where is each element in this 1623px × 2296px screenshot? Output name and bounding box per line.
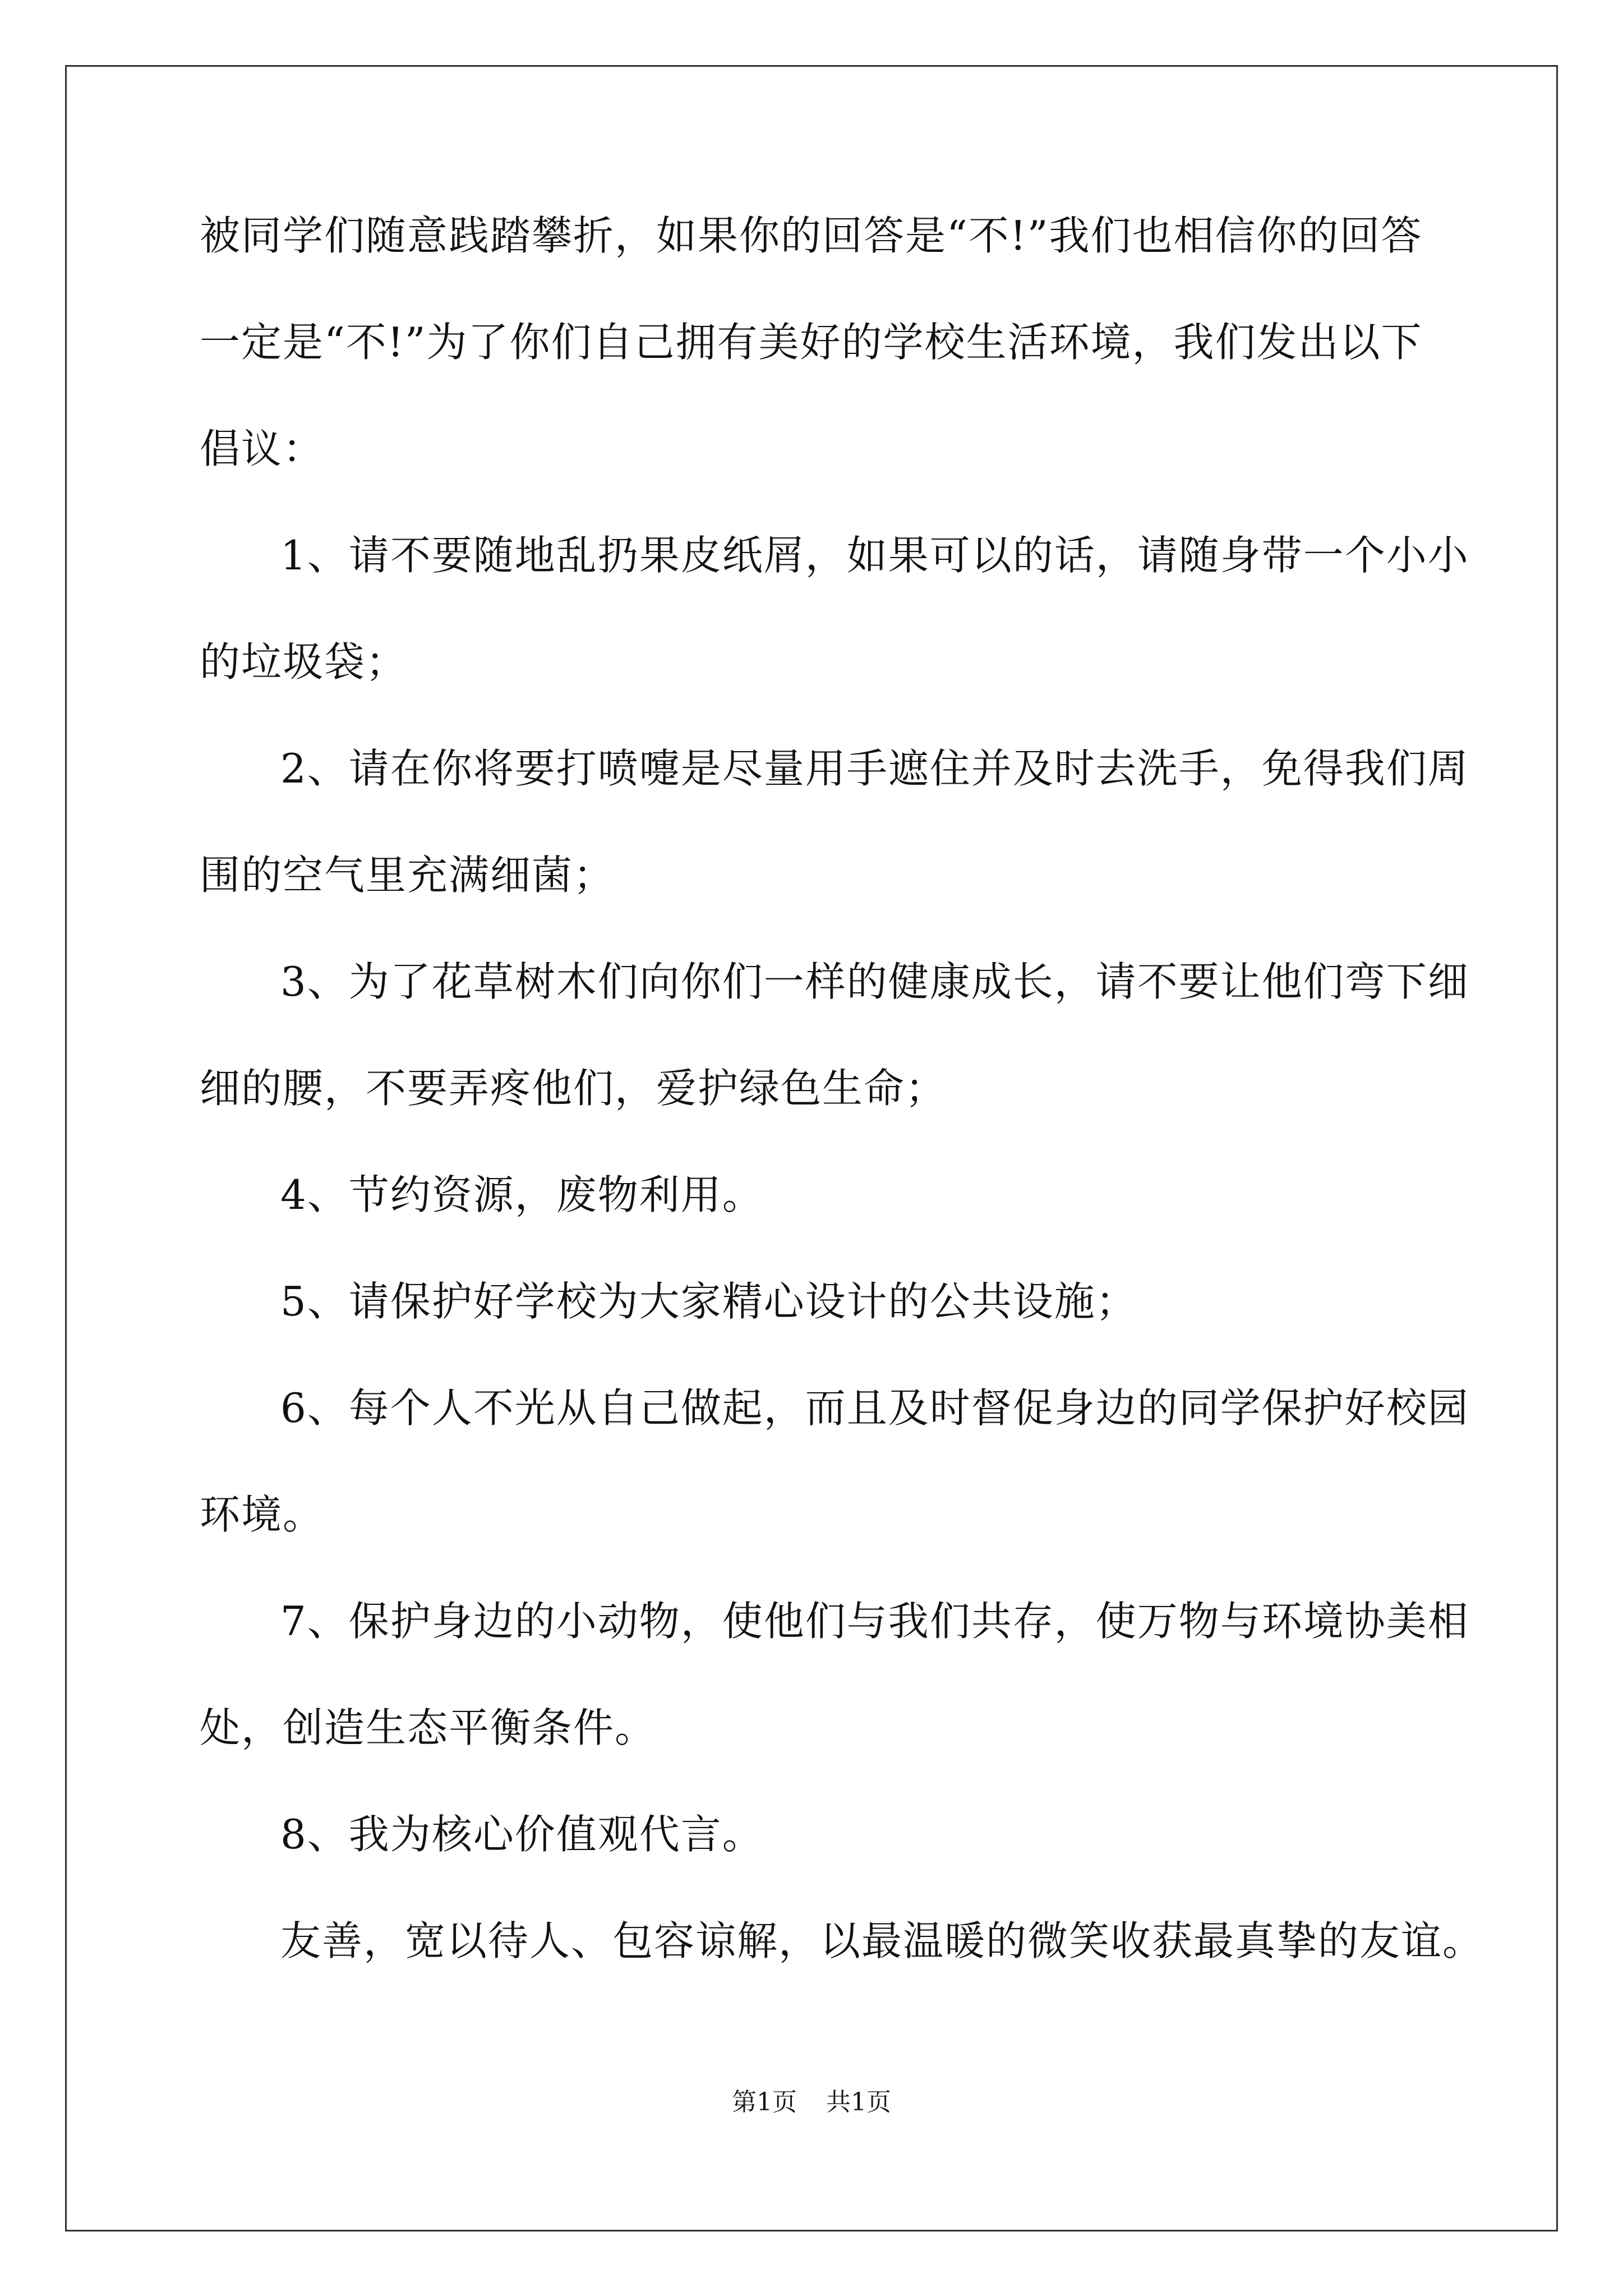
text-line-17: 友善，宽以待人、包容谅解，以最温暖的微笑收获最真挚的友谊。 — [280, 1917, 1484, 1964]
text-line-7: 围的空气里充满细菌； — [200, 852, 615, 899]
text-line-10: 4、节约资源，废物利用。 — [280, 1171, 764, 1218]
text-line-14: 7、保护身边的小动物，使他们与我们共存，使万物与环境协美相 — [280, 1598, 1469, 1645]
text-line-13: 环境。 — [200, 1491, 325, 1538]
text-line-2: 一定是“不!”为了你们自己拥有美好的学校生活环境，我们发出以下 — [200, 319, 1423, 366]
text-line-6: 2、请在你将要打喷嚏是尽量用手遮住并及时去洗手，免得我们周 — [280, 745, 1469, 792]
page-number: 第1页 — [732, 2088, 797, 2116]
text-line-4: 1、请不要随地乱扔果皮纸屑，如果可以的话，请随身带一个小小 — [280, 532, 1469, 579]
text-line-9: 细的腰，不要弄疼他们，爱护绿色生命； — [200, 1065, 947, 1112]
page-footer — [0, 2086, 1623, 2119]
text-line-8: 3、为了花草树木们向你们一样的健康成长，请不要让他们弯下细 — [280, 958, 1469, 1005]
text-line-11: 5、请保护好学校为大家精心设计的公共设施； — [280, 1278, 1137, 1325]
text-line-16: 8、我为核心价值观代言。 — [280, 1811, 764, 1858]
text-line-1: 被同学们随意践踏攀折，如果你的回答是“不!”我们也相信你的回答 — [200, 212, 1423, 259]
text-line-15: 处，创造生态平衡条件。 — [200, 1704, 657, 1751]
text-line-3: 倡议： — [200, 425, 325, 472]
text-line-12: 6、每个人不光从自己做起，而且及时督促身边的同学保护好校园 — [280, 1384, 1469, 1432]
document-body — [200, 205, 1484, 2017]
text-line-5: 的垃圾袋； — [200, 638, 408, 685]
page-total: 共1页 — [826, 2088, 891, 2116]
